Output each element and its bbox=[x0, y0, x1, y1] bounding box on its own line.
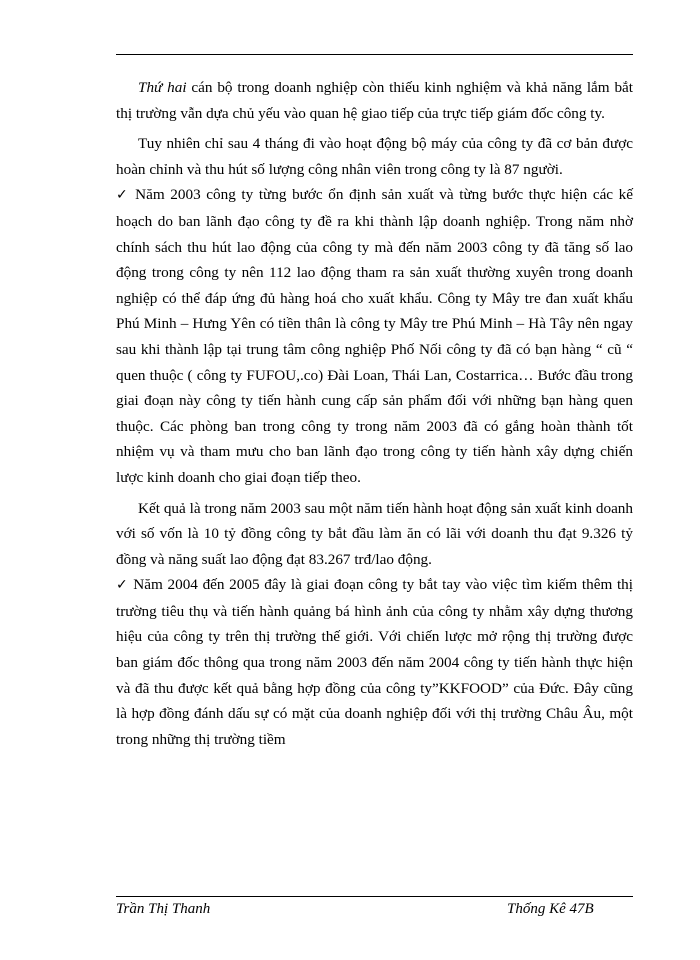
document-body bbox=[116, 75, 633, 752]
header-rule bbox=[116, 54, 633, 55]
paragraph-text: Tuy nhiên chỉ sau 4 tháng đi vào hoạt động bộ máy của công ty đã cơ bản được hoàn chỉnh và thu hút số lượng công nhân viên trong công ty là 87 người. bbox=[116, 135, 633, 178]
paragraph-4 bbox=[116, 496, 633, 573]
checkmark-icon: ✓ bbox=[116, 577, 129, 594]
paragraph-text: Kết quả là trong năm 2003 sau một năm tiến hành hoạt động sản xuất kinh doanh với số vốn là 10 tỷ đồng công ty bắt đầu làm ăn có lãi với doanh thu đạt 9.326 tỷ đồng và năng suất lao động đạt 83.267 trđ/lao động. bbox=[116, 499, 633, 568]
paragraph-text: Năm 2003 công ty từng bước ổn định sản xuất và từng bước thực hiện các kế hoạch do ban lãnh đạo công ty đề ra khi thành lập doanh nghiệp. Trong năm nhờ chính sách thu hút lao động của công ty mà đến năm 2003 công ty đã tăng số lao động trong công ty nên 112 lao động tham ra sản xuất thường xuyên trong doanh nghiệp có thể đáp ứng đủ hàng hoá cho xuất khẩu. Công ty Mây tre đan xuất khẩu Phú Minh – Hưng Yên có tiền thân là công ty Mây tre Phú Minh – Hà Tây nên ngay sau khi thành lập tại trung tâm công nghiệp Phố Nối công ty đã có bạn hàng “ cũ “ quen thuộc ( công ty FUFOU,.co) Đài Loan, Thái Lan, Costarrica… Bước đầu trong giai đoạn này công ty tiến hành cung cấp sản phẩm đối với những bạn hàng quen thuộc. Các phòng ban trong công ty trong năm 2003 đã có gắng hoàn thành tốt nhiệm vụ và tham mưu cho ban lãnh đạo trong công ty tiến hành xây dựng chiến lược kinh doanh cho giai đoạn tiếp theo. bbox=[116, 186, 633, 486]
checkmark-icon: ✓ bbox=[116, 187, 130, 204]
footer-author: Trần Thị Thanh bbox=[116, 901, 211, 917]
paragraph-3 bbox=[116, 182, 633, 490]
footer-rule bbox=[116, 896, 633, 897]
paragraph-text: cán bộ trong doanh nghiệp còn thiếu kinh nghiệm và khả năng lắm bắt thị trường vẫn dựa chủ yếu vào quan hệ giao tiếp của trực tiếp giám đốc công ty. bbox=[116, 79, 633, 122]
paragraph-text: Năm 2004 đến 2005 đây là giai đoạn công ty bắt tay vào việc tìm kiếm thêm thị trường tiêu thụ và tiến hành quảng bá hình ảnh của công ty nhằm xây dựng thương hiệu của công ty trên thị trường thế giới. Với chiến lược mở rộng thị trường được ban giám đốc thông qua trong năm 2003 đến năm 2004 công ty tiến hành thực hiện và đã thu được kết quả bằng hợp đồng của công ty”KKFOOD” của Đức. Đây cũng là hợp đồng đánh dấu sự có mặt của doanh nghiệp đối với thị trường Châu Âu, một trong những thị trường tiềm bbox=[116, 576, 633, 748]
paragraph-1 bbox=[116, 75, 633, 126]
paragraph-lead: Thứ hai bbox=[138, 79, 187, 96]
footer-class: Thống Kê 47B bbox=[507, 901, 594, 917]
paragraph-5 bbox=[116, 572, 633, 752]
paragraph-2 bbox=[116, 131, 633, 182]
